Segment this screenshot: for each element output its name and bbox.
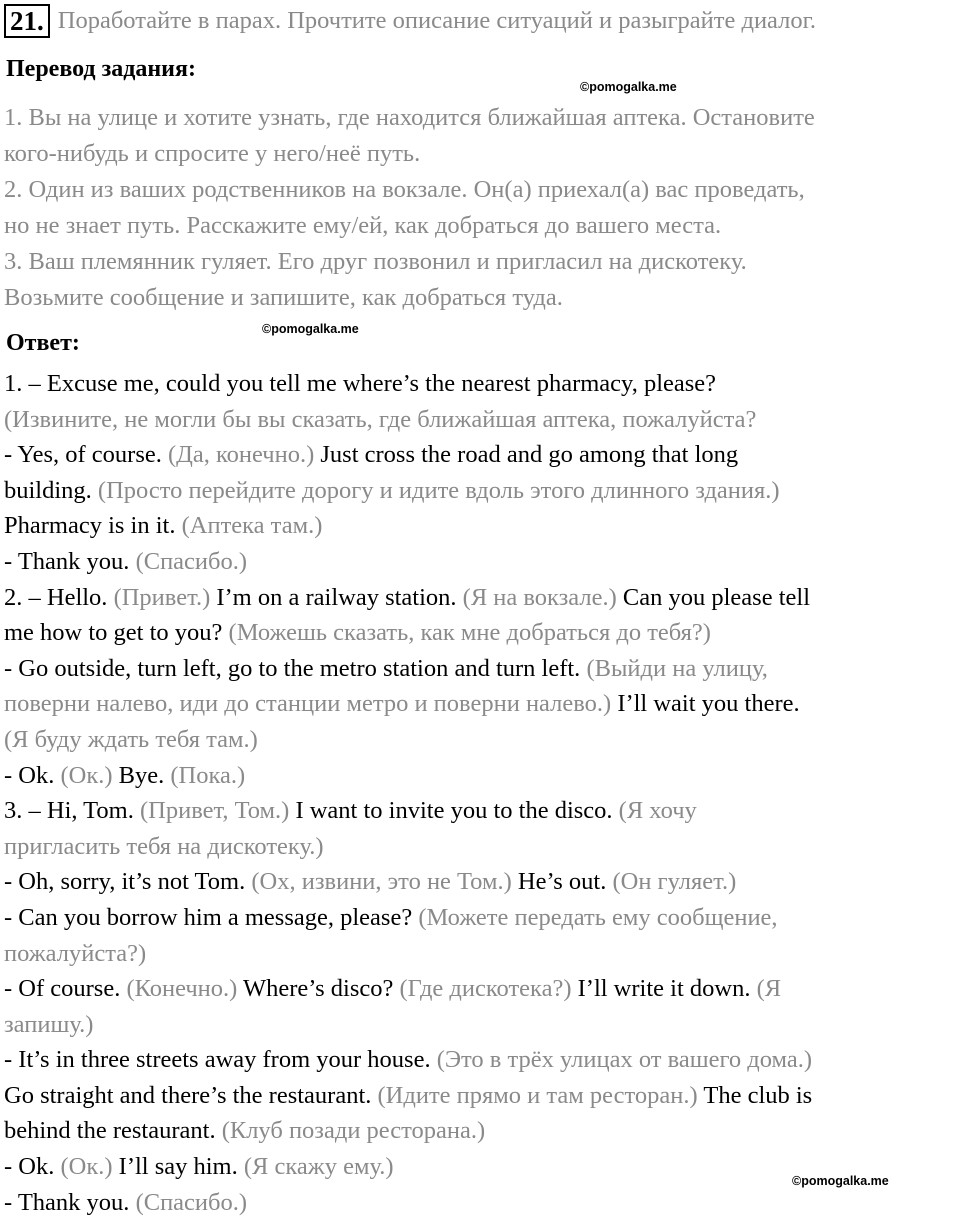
- english-phrase: Where’s disco?: [237, 975, 400, 1003]
- translation-line: но не знает путь. Расскажите ему/ей, как добраться до вашего места.: [4, 212, 722, 239]
- russian-translation: (Привет, Том.): [140, 797, 290, 825]
- russian-translation: (Я скажу ему.): [243, 1153, 394, 1181]
- english-phrase: - Thank you.: [4, 1188, 136, 1216]
- answer-line: [4, 1042, 959, 1078]
- english-phrase: - Can you borrow him a message, please?: [4, 903, 419, 931]
- task-translation: [4, 100, 959, 316]
- russian-translation: (Я буду ждать тебя там.): [4, 725, 258, 753]
- answer-line: [4, 758, 959, 794]
- translation-heading: Перевод задания:: [6, 56, 196, 82]
- task-instruction: Поработайте в парах. Прочтите описание ситуаций и разыграйте диалог.: [57, 7, 817, 34]
- answer-line: [4, 864, 959, 900]
- english-phrase: I’ll wait you there.: [611, 690, 800, 718]
- english-phrase: - Ok.: [4, 761, 61, 789]
- russian-translation: (Идите прямо и там ресторан.): [377, 1081, 698, 1109]
- russian-translation: (Я на вокзале.): [462, 583, 617, 611]
- answer-line: [4, 402, 959, 438]
- russian-translation: (Это в трёх улицах от вашего дома.): [436, 1046, 813, 1074]
- watermark: ©pomogalka.me: [792, 1174, 889, 1188]
- english-phrase: Just cross the road and go among that long: [314, 441, 739, 469]
- russian-translation: (Конечно.): [126, 975, 238, 1003]
- answer-heading: Ответ:: [6, 330, 80, 356]
- english-phrase: behind the restaurant.: [4, 1117, 222, 1145]
- english-phrase: me how to get to you?: [4, 619, 229, 647]
- answer-line: [4, 829, 959, 865]
- russian-translation: (Я: [756, 975, 782, 1003]
- answer-line: [4, 900, 959, 936]
- answer-line: [4, 793, 959, 829]
- english-phrase: 1. – Excuse me, could you tell me where’s the nearest pharmacy, please?: [4, 370, 717, 397]
- english-phrase: - Oh, sorry, it’s not Tom.: [4, 868, 252, 896]
- english-phrase: I’ll say him.: [112, 1153, 244, 1181]
- task-header: [4, 4, 816, 38]
- russian-translation: (Ок.): [60, 1153, 113, 1181]
- english-phrase: - It’s in three streets away from your house.: [4, 1046, 437, 1074]
- english-phrase: - Of course.: [4, 975, 127, 1003]
- answer-line: [4, 1078, 959, 1114]
- translation-line: 2. Один из ваших родственников на вокзале. Он(а) приехал(а) вас проведать,: [4, 176, 805, 203]
- translation-line: 1. Вы на улице и хотите узнать, где находится ближайшая аптека. Остановите: [4, 104, 815, 131]
- translation-line: Возьмите сообщение и запишите, как добраться туда.: [4, 284, 563, 311]
- english-phrase: 3. – Hi, Tom.: [4, 797, 140, 825]
- answer-line: [4, 437, 959, 473]
- russian-translation: (Где дискотека?): [399, 975, 572, 1003]
- watermark: ©pomogalka.me: [262, 322, 359, 336]
- english-phrase: Can you please tell: [616, 583, 811, 611]
- english-phrase: Bye.: [112, 761, 171, 789]
- answer-line: [4, 366, 959, 402]
- english-phrase: He’s out.: [511, 868, 613, 896]
- answer-line: [4, 473, 959, 509]
- russian-translation: (Выйди на улицу,: [586, 654, 768, 682]
- russian-translation: (Можете передать ему сообщение,: [418, 903, 778, 931]
- task-number: 21.: [4, 4, 50, 38]
- russian-translation: (Ок.): [60, 761, 113, 789]
- answer-line: [4, 615, 959, 651]
- answer-line: [4, 722, 959, 758]
- english-phrase: Go straight and there’s the restaurant.: [4, 1081, 378, 1109]
- russian-translation: (Привет.): [113, 583, 211, 611]
- russian-translation: (Просто перейдите дорогу и идите вдоль этого длинного здания.): [97, 476, 780, 504]
- english-phrase: building.: [4, 476, 98, 504]
- russian-translation: (Спасибо.): [135, 547, 248, 575]
- russian-translation: (Я хочу: [618, 797, 697, 825]
- answer-line: [4, 544, 959, 580]
- russian-translation: запишу.): [4, 1010, 94, 1038]
- english-phrase: I’ll write it down.: [571, 975, 757, 1003]
- translation-line: 3. Ваш племянник гуляет. Его друг позвонил и пригласил на дискотеку.: [4, 248, 747, 275]
- russian-translation: пригласить тебя на дискотеку.): [4, 832, 324, 860]
- english-phrase: 2. – Hello.: [4, 583, 114, 611]
- answer-line: [4, 580, 959, 616]
- english-phrase: - Thank you.: [4, 547, 136, 575]
- english-phrase: - Yes, of course.: [4, 441, 168, 469]
- english-phrase: I want to invite you to the disco.: [289, 797, 619, 825]
- russian-translation: (Извините, не могли бы вы сказать, где ближайшая аптека, пожалуйста?: [4, 405, 757, 433]
- english-phrase: I’m on a railway station.: [210, 583, 463, 611]
- russian-translation: (Можешь сказать, как мне добраться до тебя?): [228, 619, 711, 647]
- russian-translation: (Клуб позади ресторана.): [221, 1117, 486, 1145]
- answer-line: [4, 1185, 959, 1220]
- russian-translation: (Аптека там.): [181, 512, 323, 540]
- answer-line: [4, 686, 959, 722]
- english-phrase: - Ok.: [4, 1153, 61, 1181]
- russian-translation: (Он гуляет.): [612, 868, 737, 896]
- translation-line: кого-нибудь и спросите у него/неё путь.: [4, 140, 421, 167]
- russian-translation: (Спасибо.): [135, 1188, 248, 1216]
- answer-line: [4, 971, 959, 1007]
- russian-translation: пожалуйста?): [4, 939, 147, 967]
- answer-line: [4, 508, 959, 544]
- english-phrase: - Go outside, turn left, go to the metro station and turn left.: [4, 654, 587, 682]
- watermark: ©pomogalka.me: [580, 80, 677, 94]
- answer-line: [4, 651, 959, 687]
- answer-dialog: [4, 366, 959, 1220]
- russian-translation: поверни налево, иди до станции метро и поверни налево.): [4, 690, 612, 718]
- answer-line: [4, 1007, 959, 1043]
- answer-line: [4, 936, 959, 972]
- russian-translation: (Пока.): [170, 761, 246, 789]
- russian-translation: (Да, конечно.): [168, 441, 315, 469]
- answer-line: [4, 1113, 959, 1149]
- russian-translation: (Ох, извини, это не Том.): [251, 868, 512, 896]
- english-phrase: The club is: [697, 1081, 813, 1109]
- english-phrase: Pharmacy is in it.: [4, 512, 182, 540]
